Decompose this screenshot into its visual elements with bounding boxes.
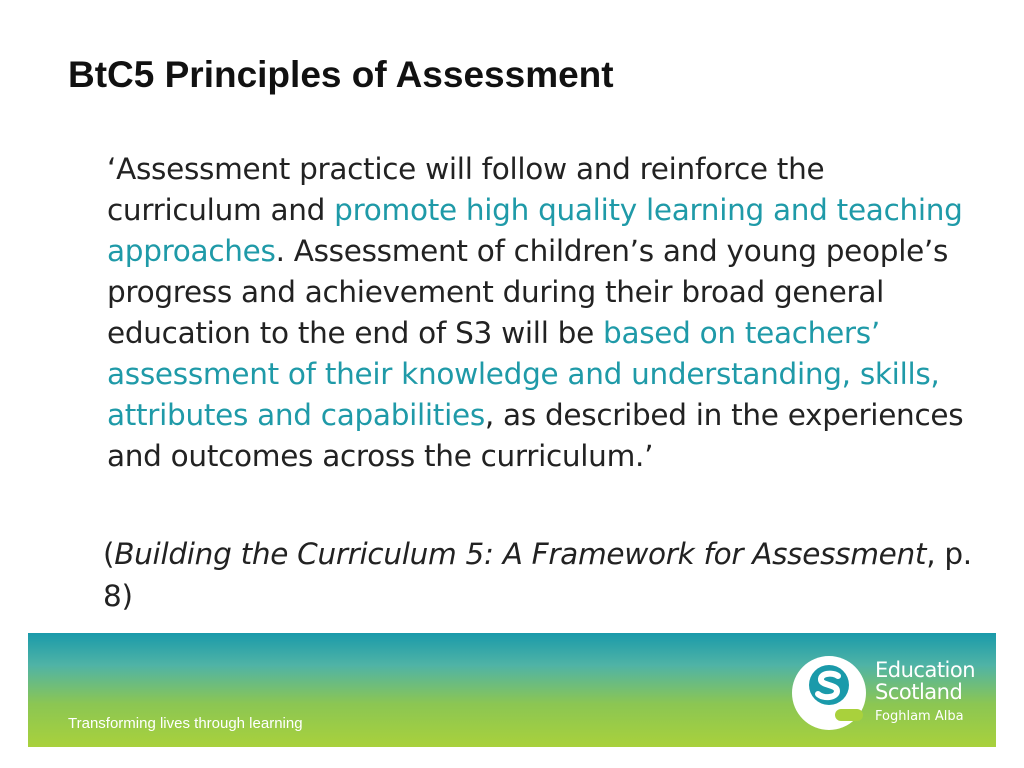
logo-e-icon (791, 655, 867, 731)
slide-title: BtC5 Principles of Assessment (68, 54, 614, 95)
quote-highlight-1: promote high quality learning and teaching approaches (107, 193, 963, 268)
logo-line-1: Education (875, 658, 976, 682)
logo-line-2: Scotland (875, 680, 963, 704)
education-scotland-logo (791, 655, 991, 735)
citation-rest: , p. 8) (103, 537, 972, 613)
citation (103, 533, 983, 617)
logo-subtitle: Foghlam Alba (875, 709, 964, 724)
footer-tagline: Transforming lives through learning (68, 715, 303, 732)
quote-part-2: . Assessment of children’s and young people’s progress and achievement during their broad general education to the end of S3 will be (107, 234, 949, 350)
quote-part-3: , as described in the experiences and outcomes across the curriculum.’ (107, 398, 964, 473)
quote-highlight-2: based on teachers’ assessment of their knowledge and understanding, skills, attributes and capabilities (107, 316, 940, 432)
footer-band (28, 633, 996, 747)
citation-open: ( (103, 537, 115, 571)
quote-text (107, 149, 987, 477)
logo-wordmark (875, 659, 975, 703)
quote-part-1: ‘Assessment practice will follow and reinforce the curriculum and (107, 152, 825, 227)
citation-title: Building the Curriculum 5: A Framework for Assessment (114, 537, 927, 571)
